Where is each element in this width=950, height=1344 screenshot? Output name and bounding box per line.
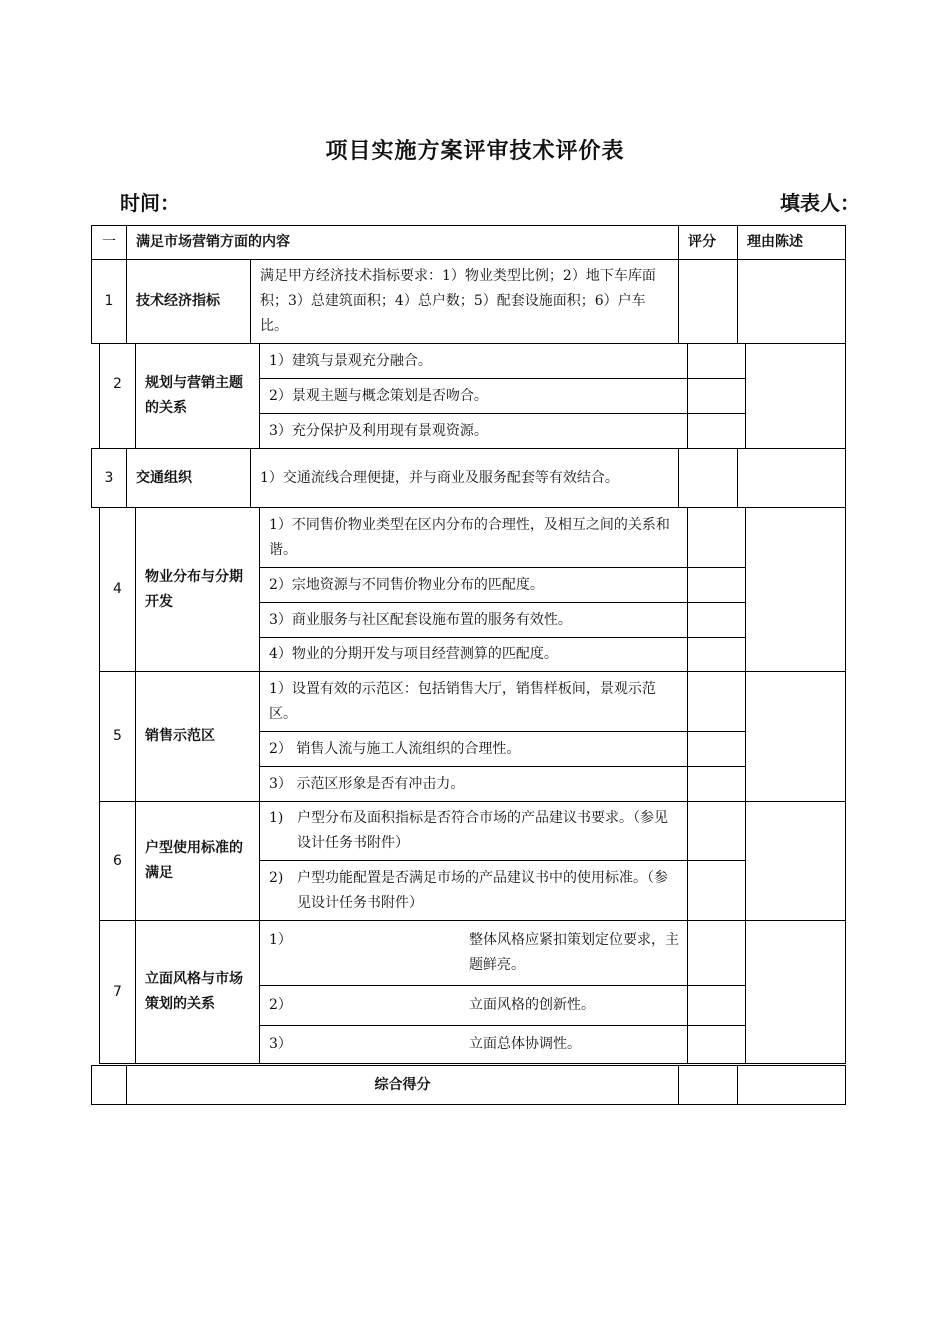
- total-reason-cell[interactable]: [737, 1065, 846, 1105]
- section-4-score-cell-4[interactable]: [687, 637, 746, 672]
- total-index-cell: [91, 1065, 127, 1105]
- section-2-item-3: 3）充分保护及利用现有景观资源。: [259, 413, 688, 449]
- section-6-index: 6: [99, 801, 136, 921]
- section-5-score-cell-2[interactable]: [687, 731, 746, 767]
- section-6-item-2-number: 2): [269, 869, 284, 886]
- section-4-index: 4: [99, 507, 136, 672]
- section-2-name: 规划与营销主题的关系: [135, 343, 260, 449]
- section-5-item-2: 2） 销售人流与施工人流组织的合理性。: [259, 731, 688, 767]
- section-7-reason-cell[interactable]: [745, 920, 846, 1064]
- section-6-item-2-text: 户型功能配置是否满足市场的产品建议书中的使用标准。（参见设计任务书附件）: [297, 869, 668, 911]
- section-7-item-2: [259, 985, 688, 1026]
- section-1-reason-cell[interactable]: [737, 259, 846, 344]
- section-7-score-cell-3[interactable]: [687, 1025, 746, 1064]
- section-1-name: 技术经济指标: [126, 259, 251, 344]
- section-5-name: 销售示范区: [135, 671, 260, 802]
- section-4-item-1: 1）不同售价物业类型在区内分布的合理性，及相互之间的关系和谐。: [259, 507, 688, 568]
- section-7-item-2-text: 立面风格的创新性。: [469, 997, 595, 1013]
- section-6-reason-cell[interactable]: [745, 801, 846, 921]
- section-2-item-1: 1）建筑与景观充分融合。: [259, 343, 688, 379]
- section-3-name: 交通组织: [126, 448, 251, 508]
- section-4-item-2: 2）宗地资源与不同售价物业分布的匹配度。: [259, 567, 688, 603]
- header-reason: 理由陈述: [737, 225, 846, 260]
- section-5-score-cell-3[interactable]: [687, 766, 746, 802]
- time-label: 时间：: [120, 191, 180, 215]
- section-2-score-cell-2[interactable]: [687, 378, 746, 414]
- header-index: 一: [91, 225, 127, 260]
- section-2-score-cell-1[interactable]: [687, 343, 746, 379]
- section-2-index: 2: [99, 343, 136, 449]
- section-7-item-1: [259, 920, 688, 986]
- section-2-item-2: 2）景观主题与概念策划是否吻合。: [259, 378, 688, 414]
- section-4-item-3: 3）商业服务与社区配套设施布置的服务有效性。: [259, 602, 688, 638]
- filler-label: 填表人：: [780, 191, 860, 215]
- section-5-score-cell-1[interactable]: [687, 671, 746, 732]
- section-1-item-1: 满足甲方经济技术指标要求：1）物业类型比例；2）地下车库面积；3）总建筑面积；4）总户数；5）配套设施面积；6）户车比。: [250, 259, 679, 344]
- section-7-index: 7: [99, 920, 136, 1064]
- section-4-score-cell-3[interactable]: [687, 602, 746, 638]
- section-7-name: 立面风格与市场策划的关系: [135, 920, 260, 1064]
- section-7-item-1-text: 整体风格应紧扣策划定位要求，主题鲜亮。: [469, 932, 679, 973]
- section-1-score-cell[interactable]: [678, 259, 738, 344]
- header-category: 满足市场营销方面的内容: [126, 225, 679, 260]
- section-4-item-4: 4）物业的分期开发与项目经营测算的匹配度。: [259, 637, 688, 672]
- section-6-item-1-text: 户型分布及面积指标是否符合市场的产品建议书要求。（参见设计任务书附件）: [297, 810, 668, 851]
- section-7-item-1-number: 1）: [269, 932, 292, 948]
- section-4-reason-cell[interactable]: [745, 507, 846, 672]
- section-3-index: 3: [91, 448, 127, 508]
- section-6-item-1-number: 1): [269, 810, 284, 826]
- section-7-score-cell-1[interactable]: [687, 920, 746, 986]
- total-label: 综合得分: [126, 1065, 679, 1105]
- section-4-score-cell-1[interactable]: [687, 507, 746, 568]
- header-score: 评分: [678, 225, 738, 260]
- section-7-item-3-text: 立面总体协调性。: [469, 1036, 581, 1052]
- section-7-score-cell-2[interactable]: [687, 985, 746, 1026]
- section-1-index: 1: [91, 259, 127, 344]
- section-5-item-1: 1）设置有效的示范区：包括销售大厅，销售样板间，景观示范区。: [259, 671, 688, 732]
- section-6-item-1: [259, 801, 688, 861]
- section-5-reason-cell[interactable]: [745, 671, 846, 802]
- section-5-item-3: 3） 示范区形象是否有冲击力。: [259, 766, 688, 802]
- total-score-cell[interactable]: [678, 1065, 738, 1105]
- section-7-item-2-number: 2）: [269, 997, 292, 1013]
- section-7-item-3-number: 3）: [269, 1036, 292, 1052]
- section-6-item-2: [259, 860, 688, 921]
- section-3-item-1: 1）交通流线合理便捷，并与商业及服务配套等有效结合。: [250, 448, 679, 508]
- section-2-reason-cell[interactable]: [745, 343, 846, 449]
- document-title: 项目实施方案评审技术评价表: [325, 139, 625, 164]
- section-6-name: 户型使用标准的满足: [135, 801, 260, 921]
- section-5-index: 5: [99, 671, 136, 802]
- section-2-score-cell-3[interactable]: [687, 413, 746, 449]
- section-6-score-cell-2[interactable]: [687, 860, 746, 921]
- section-6-score-cell-1[interactable]: [687, 801, 746, 861]
- section-4-name: 物业分布与分期开发: [135, 507, 260, 672]
- section-3-score-cell[interactable]: [678, 448, 738, 508]
- section-3-reason-cell[interactable]: [737, 448, 846, 508]
- section-7-item-3: [259, 1025, 688, 1064]
- section-4-score-cell-2[interactable]: [687, 567, 746, 603]
